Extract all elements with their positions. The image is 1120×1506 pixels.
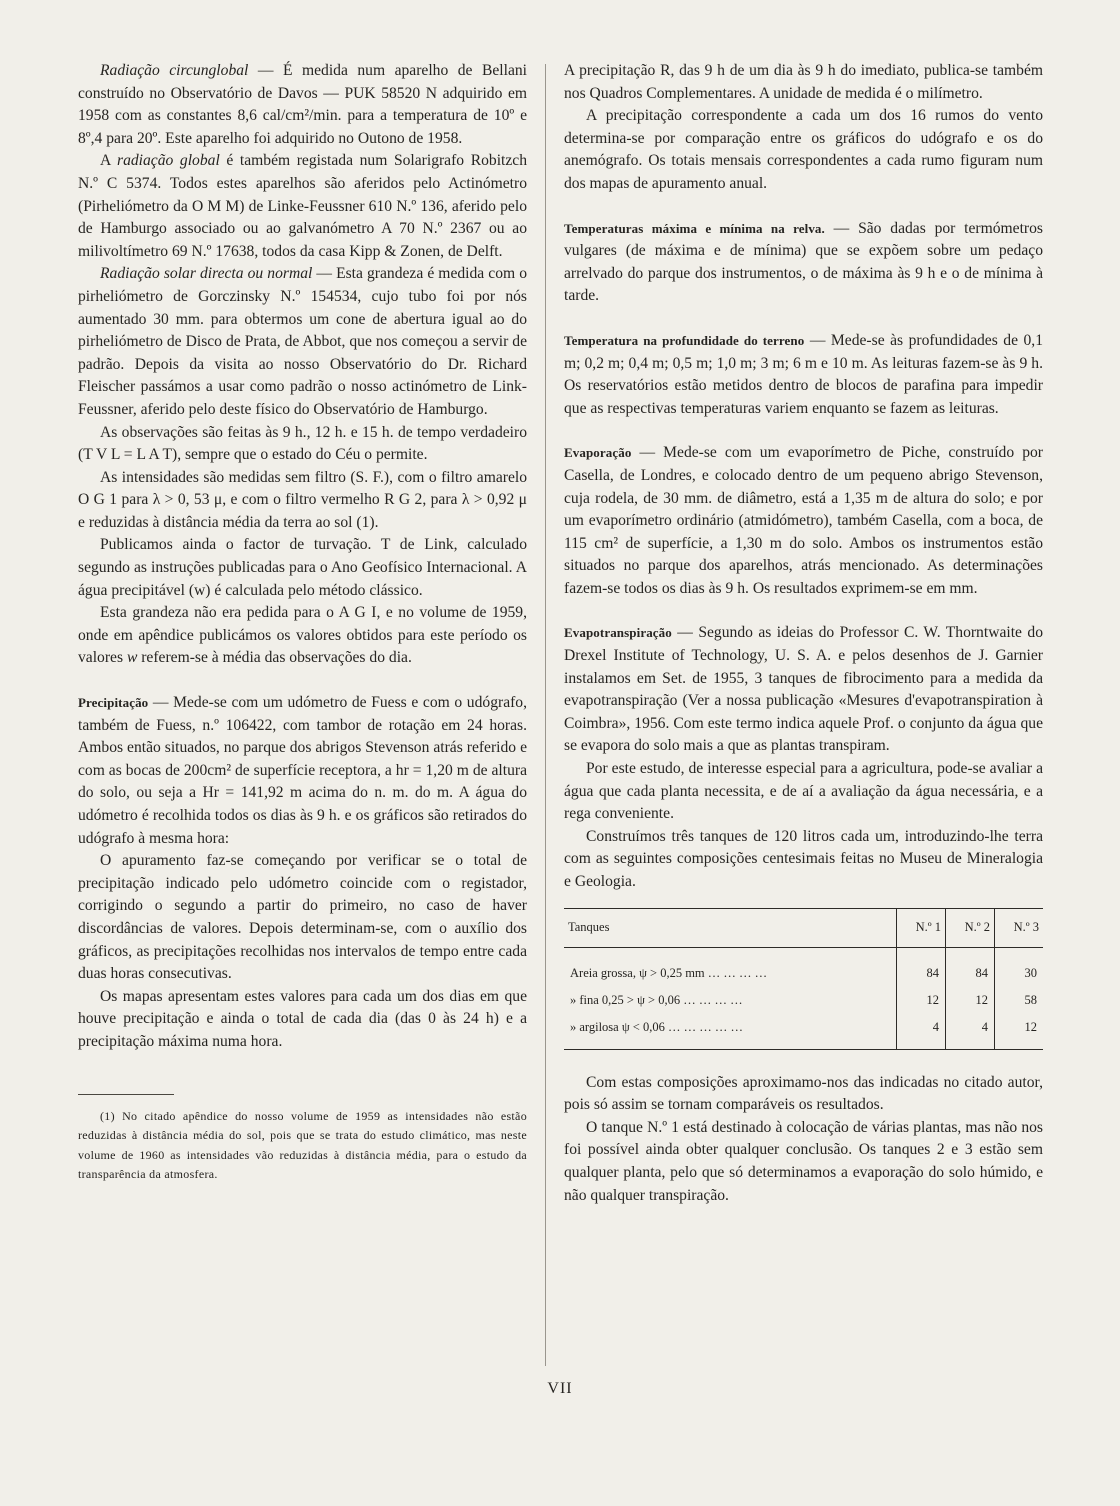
table-header-row [564,908,1043,947]
table-header-n2: N.º 2 [946,908,995,947]
table-cell: 30 [995,947,1044,987]
row-label-areia-grossa: Areia grossa, ψ > 0,25 mm … … … … [570,965,768,980]
text-radiacao-global: é também registada num Solarigrafo Robitzch N.º C 5374. Todos estes aparelhos são aferidos pelo Actinómetro (Pirheliómetro da O M M) de Linke-Feussner 610 N.º 136, aferido pelo de Hamburgo associado ou ao galvanómetro A 70 N.º 2367 ou ao milivoltímetro 69 N.º 17638, todos da casa Kipp & Zonen, de Delft. [78,152,527,260]
paragraph-tanque1: O tanque N.º 1 está destinado à colocação de várias plantas, mas não nos foi possível ainda obter qualquer conclusão. Os tanques 2 e 3 estão sem qualquer planta, pelo que só determinamos a evaporação do solo húmido, e não qualquer transpiração. [564,1118,1043,1204]
section-gap [564,196,1043,218]
paragraph-radiacao-directa [78,263,527,421]
paragraph-precipitacao-rumos: A precipitação correspondente a cada um dos 16 rumos do vento determina-se por comparação entre os gráficos do udógrafo e os do anemógrafo. Os totais mensais correspondentes a cada rumo figuram num dos mapas de apuramento anual. [564,107,1043,192]
table-cell: 12 [946,987,995,1014]
paragraph-precipitacao [78,692,527,850]
section-gap [564,308,1043,330]
text-radiacao-global-pre: A [100,152,118,170]
table-header-n1: N.º 1 [897,908,946,947]
heading-precipitacao: Precipitação [78,695,149,711]
paragraph-radiacao-circunglobal [78,60,527,150]
row-label-fina: » fina 0,25 > ψ > 0,06 … … … … [570,992,743,1007]
heading-temperatura-terreno: Temperatura na profundidade do terreno [564,332,805,348]
table-row [564,947,1043,987]
left-column [78,60,527,1185]
table-cell: 12 [995,1014,1044,1050]
text-grandeza-pre: Esta grandeza não era pedida para o A G I, e no volume de 1959, onde em apêndice publicámos os valores obtidos para este período os valores [78,604,527,667]
text-radiacao-circunglobal: — É medida num aparelho de Bellani construído no Observatório de Davos — PUK 58520 N adquirido em 1958 com as constantes 8,6 cal/cm²/min. para a temperatura de 10º e 8º,4 para 20º. Este aparelho foi adquirido no Outono de 1958. [78,62,527,147]
column-divider [545,64,546,1366]
table-header-n3: N.º 3 [995,908,1044,947]
text-evapotranspiracao: — Segundo as ideias do Professor C. W. Thorntwaite do Drexel Institute of Technology, U. S. A. e pelos desenhos de J. Garnier instalamos em Set. de 1955, 3 tanques de fibrocimento para a medida da evapotranspiração (Ver a nossa publicação «Mesures d'evapotranspiration à Coimbra», 1956. Com este termo indica aquele Prof. o conjunto da água que se evapora do solo mais a que as plantas transpiram. [564,624,1043,755]
heading-radiacao-global: radiação global [117,152,220,170]
table-row [564,987,1043,1014]
paragraph-construimos: Construímos três tanques de 120 litros cada um, introduzindo-lhe terra com as seguintes composições centesimais feitas no Museu de Mineralogia e Geologia. [564,827,1043,890]
paragraph-temperatura-terreno [564,330,1043,420]
section-gap [78,670,527,692]
paragraph-composicoes: Com estas composições aproximamo-nos das indicadas no citado autor, pois só assim se tornam comparáveis os resultados. [564,1073,1043,1114]
table-cell: 58 [995,987,1044,1014]
heading-radiacao-directa: Radiação solar directa ou normal [100,265,313,283]
text-evaporacao: — Mede-se com um evaporímetro de Piche, construído por Casella, de Londres, e colocado dentro de um pequeno abrigo Stevenson, cuja rodela, de 30 mm. de diâmetro, está a 1,35 m de altura do solo; e por um evaporímetro ordinário (atmidómetro), também Casella, com a boca, de 115 cm² de superfície, a 1,30 m do solo. Ambos os instrumentos estão situados no parque dos aparelhos, atrás mencionado. As determinações fazem-se todos os dias às 9 h. Os resultados exprimem-se em mm. [564,444,1043,597]
table-row [564,1014,1043,1050]
table-cell: 84 [897,947,946,987]
text-grandeza-w: w [126,649,138,667]
section-gap [564,420,1043,442]
table-cell: 4 [946,1014,995,1050]
right-column [564,60,1043,1207]
paragraph-evapotranspiracao [564,622,1043,758]
paragraph-intensidades: As intensidades são medidas sem filtro (S. F.), com o filtro amarelo O G 1 para λ > 0, 53 μ, e com o filtro vermelho R G 2, para λ > 0,92 μ e reduzidas à distância média da terra ao sol (1). [78,468,527,531]
heading-evapotranspiracao: Evapotranspiração [564,625,672,641]
table-cell: 4 [897,1014,946,1050]
paragraph-evaporacao [564,442,1043,600]
footnote-rule [78,1094,174,1095]
paragraph-turvacao: Publicamos ainda o factor de turvação. T de Link, calculado segundo as instruções publicadas para o Ano Geofísico Internacional. A água precipitável (w) é calculada pelo método clássico. [78,536,527,599]
tanques-table [564,908,1043,1050]
heading-radiacao-circunglobal: Radiação circunglobal [100,62,249,79]
heading-evaporacao: Evaporação [564,445,632,461]
footnote: (1) No citado apêndice do nosso volume de 1959 as intensidades não estão reduzidas à distância média do sol, pois que se trata do estudo climático, mas neste volume de 1960 as intensidades vão reduzidas à distância média, para o estudo da transparência da atmosfera. [78,1108,527,1182]
paragraph-temperaturas-relva [564,218,1043,308]
paragraph-radiacao-global [78,150,527,263]
text-grandeza-post: referem-se à média das observações do dia. [137,649,412,667]
table-cell: 84 [946,947,995,987]
row-label-argilosa: » argilosa ψ < 0,06 … … … … … [570,1019,743,1034]
table-header-tanques: Tanques [564,908,897,947]
table-cell: 12 [897,987,946,1014]
paragraph-apuramento: O apuramento faz-se começando por verificar se o total de precipitação indicado pelo udómetro coincide com o registador, corrigindo o segundo a partir do primeiro, no caso de haver discordâncias de valores. Depois determinam-se, com o auxílio dos gráficos, as precipitações recolhidas nos intervalos de tempo entre cada duas horas consecutivas. [78,852,527,983]
text-temperaturas-relva: — São dadas por termómetros vulgares (de máxima e de mínima) que se expõem sobre um pedaço arrelvado do parque dos instrumentos, o de máxima às 9 h e o de mínima à tarde. [564,219,1043,305]
section-gap [564,600,1043,622]
page-number: VII [547,1380,573,1397]
text-temperatura-terreno: — Mede-se às profundidades de 0,1 m; 0,2 m; 0,4 m; 0,5 m; 1,0 m; 3 m; 6 m e 10 m. As leituras fazem-se às 9 h. Os reservatórios estão metidos dentro de blocos de parafina para impedir que as respectivas temperaturas variem enquanto se fazem as leituras. [564,331,1043,417]
paragraph-observacoes: As observações são feitas às 9 h., 12 h. e 15 h. de tempo verdadeiro (T V L = L A T), sempre que o estado do Céu o permite. [78,423,527,464]
paragraph-estudo: Por este estudo, de interesse especial para a agricultura, pode-se avaliar a água que cada planta necessita, e de aí a avaliação da água necessária, e a rega conveniente. [564,760,1043,823]
paragraph-grandeza [78,602,527,670]
text-precipitacao: — Mede-se com um udómetro de Fuess e com o udógrafo, também de Fuess, n.º 106422, com tambor de rotação em 24 horas. Ambos então situados, no parque dos abrigos Stevenson atrás referido e com as bocas de 200cm² de superfície receptora, a hr = 1,20 m de altura do solo, ou seja a Hr = 141,92 m acima do n. m. do m. A água do udómetro é recolhida todos os dias às 9 h. e os gráficos são retirados do udógrafo à mesma hora: [78,694,527,847]
paragraph-precipitacao-r: A precipitação R, das 9 h de um dia às 9 h do imediato, publica-se também nos Quadros Complementares. A unidade de medida é o milímetro. [564,62,1043,102]
heading-temperaturas-relva: Temperaturas máxima e mínima na relva. [564,220,825,236]
paragraph-mapas: Os mapas apresentam estes valores para cada um dos dias em que houve precipitação e ainda o total de cada dia (das 0 às 24 h) e a precipitação máxima numa hora. [78,987,527,1050]
text-radiacao-directa: — Esta grandeza é medida com o pirheliómetro de Gorczinsky N.º 154534, cujo tubo foi por nós aumentado 30 mm. para obtermos um cone de abertura igual ao do pirheliómetro de Disco de Prata, de Abbot, que nos começou a servir de padrão. Depois da visita ao nosso Observatório do Dr. Richard Fleischer passámos a usar como padrão o nosso actinómetro de Link-Feussner, aferido pelo deste físico do Observatório de Hamburgo. [78,265,527,418]
